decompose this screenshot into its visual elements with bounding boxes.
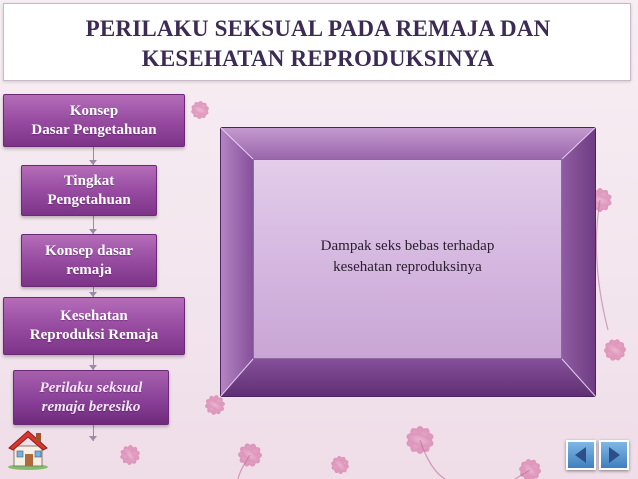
- content-line-2: kesehatan reproduksinya: [333, 259, 482, 275]
- house-icon[interactable]: [6, 426, 50, 470]
- nav-button-line-2: Dasar Pengetahuan: [31, 121, 157, 138]
- nav-button-tingkat-pengetahuan[interactable]: [21, 165, 157, 216]
- title-line-1: PERILAKU SEKSUAL PADA REMAJA DAN: [85, 16, 551, 41]
- nav-button-line-1: Kesehatan: [60, 308, 128, 324]
- next-button[interactable]: [599, 440, 629, 470]
- arrow-right-icon: [601, 442, 627, 468]
- prev-button[interactable]: [566, 440, 596, 470]
- nav-button-line-2: remaja beresiko: [41, 398, 141, 415]
- content-line-1: Dampak seks bebas terhadap: [320, 238, 495, 254]
- nav-button-kesehatan-reproduksi-remaja[interactable]: [3, 297, 185, 355]
- nav-button-line-1: Perilaku seksual: [39, 379, 143, 396]
- nav-button-line-2: Pengetahuan: [47, 191, 131, 208]
- title-box: [3, 3, 631, 81]
- nav-button-line-2: Reproduksi Remaja: [29, 327, 159, 343]
- nav-connector-arrow: [89, 436, 97, 441]
- arrow-left-icon: [568, 442, 594, 468]
- nav-button-line-1: Tingkat: [63, 172, 115, 189]
- nav-button-konsep-dasar-pengetahuan[interactable]: [3, 94, 185, 147]
- nav-button-line-1: Konsep: [69, 102, 119, 119]
- title-line-2: KESEHATAN REPRODUKSINYA: [141, 46, 495, 71]
- content-text: [253, 236, 562, 278]
- nav-button-konsep-dasar-remaja[interactable]: [21, 234, 157, 287]
- nav-button-line-2: remaja: [66, 261, 112, 278]
- page-title: [4, 14, 632, 74]
- nav-button-perilaku-seksual-remaja-beresiko[interactable]: [13, 370, 169, 425]
- nav-button-line-1: Konsep dasar: [45, 242, 133, 259]
